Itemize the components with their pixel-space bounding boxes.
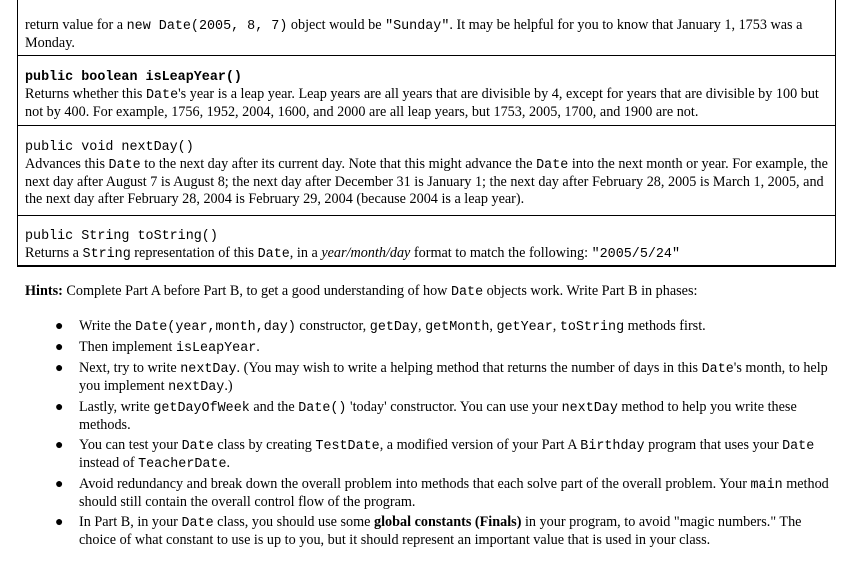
text-run: .	[256, 339, 260, 355]
text-run: ,	[418, 318, 426, 334]
code-snippet: nextDay	[180, 362, 237, 377]
code-snippet: Date	[181, 516, 214, 531]
list-item	[52, 339, 832, 357]
list-item	[52, 514, 832, 549]
code-snippet: TeacherDate	[138, 457, 227, 472]
code-snippet: Date	[181, 439, 214, 454]
method-spec-box	[17, 0, 836, 267]
text-run: 's year is a leap year. Leap years are all years that are divisible by 4, except for years that are divisible by 100 but not by 400. For example, 1756, 1952, 2004, 1600, and 2000 are all leap years, but 1753, 2005, 1700, and 1900 are not.	[25, 86, 819, 120]
code-snippet: getYear	[496, 320, 553, 335]
text-run: 'today' constructor. You can use your	[346, 399, 562, 415]
list-item	[52, 318, 832, 336]
italic-text: year/month/day	[321, 245, 411, 261]
text-run: , a modified version of your Part A	[379, 437, 581, 453]
intro-text: . It may be helpful for you to know that January 1, 1753 was a Monday.	[25, 17, 803, 51]
text-run: Avoid redundancy and break down the overall problem into methods that each solve part of the overall problem. Your	[79, 476, 751, 492]
code-snippet: main	[750, 478, 783, 493]
text-run: method to help you write these methods.	[79, 399, 797, 433]
code-snippet: getMonth	[425, 320, 490, 335]
method-signature: public String toString()	[25, 229, 218, 244]
hints-label: Hints:	[25, 283, 63, 299]
hints-paragraph	[25, 283, 840, 301]
code-snippet: Date	[257, 247, 290, 262]
text-run: Advances this	[25, 156, 109, 172]
text-run: class by creating	[213, 437, 316, 453]
divider	[18, 55, 835, 56]
method-description	[25, 156, 829, 208]
text-run: .)	[224, 378, 233, 394]
text-run: ,	[489, 318, 497, 334]
code-snippet: Date	[782, 439, 815, 454]
text-run: . (You may wish to write a helping method that returns the number of days in this	[236, 360, 702, 376]
text-run: class, you should use some	[213, 514, 375, 530]
text-run: Returns whether this	[25, 86, 146, 102]
method-signature: public void nextDay()	[25, 140, 194, 155]
list-item	[52, 399, 832, 434]
text-run: Next, try to write	[79, 360, 181, 376]
text-run: Returns a	[25, 245, 83, 261]
bullet-icon: ●	[55, 400, 64, 415]
code-snippet: TestDate	[315, 439, 380, 454]
code-snippet: isLeapYear	[175, 341, 257, 356]
hints-intro	[63, 283, 698, 299]
method-nextday	[25, 139, 829, 208]
text-run: and the	[249, 399, 299, 415]
text-run: In Part B, in your	[79, 514, 182, 530]
method-isleapyear	[25, 69, 829, 121]
text-run: Write the	[79, 318, 136, 334]
text-run: to the next day after its current day. Note that this might advance the	[140, 156, 537, 172]
code-snippet: Date(year,month,day)	[135, 320, 296, 335]
text-run: methods first.	[624, 318, 706, 334]
text-run: .	[226, 455, 231, 471]
text-run: in your program, to avoid "magic numbers." The choice of what constant to use is up to you, but it should represent an important value that is used in your class.	[79, 514, 802, 548]
code-snippet: Date	[145, 88, 179, 103]
list-item	[52, 360, 832, 396]
text-run: representation of this	[130, 245, 258, 261]
text-run: 's month, to help you implement	[79, 360, 828, 394]
bullet-icon: ●	[55, 319, 64, 334]
bullet-icon: ●	[55, 438, 64, 453]
divider	[18, 125, 835, 126]
hint-list	[52, 318, 832, 552]
code-snippet: "2005/5/24"	[591, 247, 681, 262]
text-run: , in a	[289, 245, 322, 261]
code-snippet: String	[82, 247, 131, 262]
code-snippet: toString	[559, 320, 625, 335]
bold-text: global constants (Finals)	[374, 514, 522, 530]
list-item	[52, 437, 832, 473]
text-run: Then implement	[79, 339, 176, 355]
code-snippet: "Sunday"	[385, 19, 450, 34]
code-snippet: Date	[108, 158, 141, 173]
text-run: ,	[552, 318, 560, 334]
code-snippet: nextDay	[168, 380, 225, 395]
method-tostring	[25, 228, 829, 263]
code-snippet: new Date(2005, 8, 7)	[126, 19, 288, 34]
text-run: Complete Part A before Part B, to get a good understanding of how	[62, 283, 451, 299]
text-run: into the next month or year. For example, the next day after August 7 is August 8; the next day after December 31 is January 1; the next day after February 28, 2005 is March 1, 2005, and the next day after February 28, 2004 is February 29, 2004 (because 2004 is a leap year).	[25, 156, 828, 207]
bullet-icon: ●	[55, 340, 64, 355]
method-signature: public boolean isLeapYear()	[25, 70, 242, 85]
code-snippet: Date	[536, 158, 569, 173]
bullet-icon: ●	[55, 477, 64, 492]
code-snippet: getDayOfWeek	[153, 401, 250, 416]
text-run: format to match the following:	[410, 245, 592, 261]
code-snippet: Date	[701, 362, 734, 377]
intro-text: object would be	[287, 17, 386, 33]
text-run: Lastly, write	[79, 399, 154, 415]
divider	[18, 215, 835, 216]
code-snippet: Date	[450, 285, 484, 300]
text-run: instead of	[79, 455, 139, 471]
text-run: objects work. Write Part B in phases:	[483, 283, 698, 299]
text-run: method should still contain the overall control flow of the program.	[79, 476, 829, 510]
method-description	[25, 245, 829, 263]
intro-paragraph	[25, 17, 829, 52]
bullet-icon: ●	[55, 361, 64, 376]
list-item	[52, 476, 832, 511]
code-snippet: Birthday	[580, 439, 645, 454]
method-description	[25, 86, 829, 121]
text-run: constructor,	[295, 318, 370, 334]
code-snippet: nextDay	[561, 401, 618, 416]
intro-text: return value for a	[25, 17, 127, 33]
bullet-icon: ●	[55, 515, 64, 530]
text-run: You can test your	[79, 437, 182, 453]
code-snippet: Date()	[298, 401, 347, 416]
text-run: program that uses your	[644, 437, 783, 453]
code-snippet: getDay	[369, 320, 418, 335]
